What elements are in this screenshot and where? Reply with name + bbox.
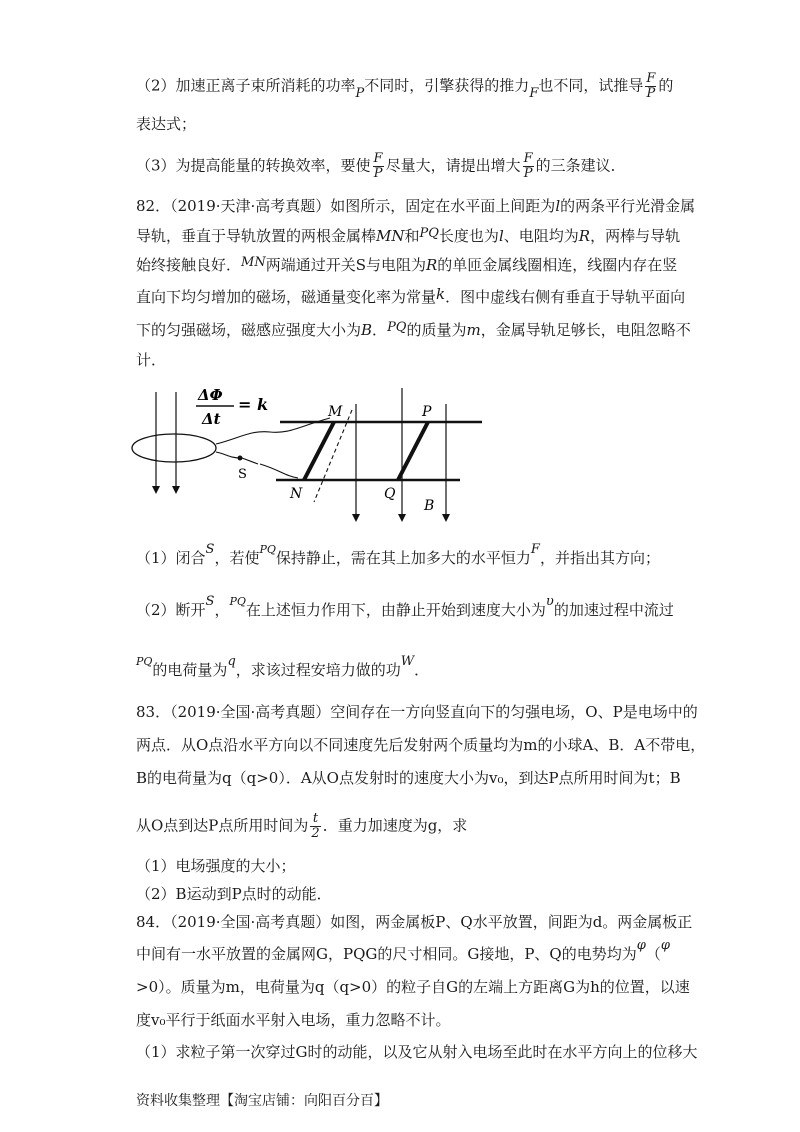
p81-q2-line1: （2）加速正离子束所消耗的功率P不同时，引擎获得的推力F也不同，试推导 $\frac{F}{P}$ 的: [136, 71, 674, 101]
circuit-figure: [130, 378, 490, 528]
label-P: P: [422, 404, 432, 420]
rod-MN: [304, 422, 334, 480]
p81-q3-line: （3）为提高能量的转换效率，要使 $\frac{F}{P}$ 尽量大，请提出增大 $\frac{F}{P}$ 的三条建议．: [136, 151, 626, 181]
fraction-F-over-P: $\frac{F}{P}$: [646, 71, 656, 101]
p82-line3: 始终接触良好．MN两端通过开关S与电阻为R的单匝金属线圈相连，线圈内存在竖: [136, 255, 678, 274]
p83-q1: （1）电场强度的大小；: [136, 857, 296, 875]
flux-denominator: Δt: [202, 410, 221, 428]
coil: [132, 434, 216, 462]
p82-line1: 82．（2019·天津·高考真题）如图所示，固定在水平面上间距为l的两条平行光滑金属: [136, 197, 696, 215]
switch-lever: [242, 458, 258, 464]
p82-line6: 计．: [136, 351, 167, 369]
label-Q: Q: [384, 486, 396, 502]
fraction-F-over-P: $\frac{F}{P}$: [373, 151, 383, 181]
switch-label: S: [238, 467, 247, 482]
switch-contact: [238, 456, 243, 461]
p82-line5: 下的匀强磁场，磁感应强度大小为B．PQ的质量为m，金属导轨足够长，电阻忽略不: [136, 320, 691, 339]
p84-line2: 中间有一水平放置的金属网G，PQG的尺寸相同。G接地，P、Q的电势均为φ（φ: [136, 938, 670, 963]
fraction-F-over-P: $\frac{F}{P}$: [523, 151, 533, 181]
p84-q1-line: （1）求粒子第一次穿过G时的动能，以及它从射入电场至此时在水平方向上的位移大: [136, 1043, 698, 1061]
p84-line4: 度v₀平行于纸面水平射入电场，重力忽略不计。: [136, 1011, 451, 1029]
p82-q1-line: （1）闭合S，若使$^{PQ}$保持静止，需在其上加多大的水平恒力F，并指出其方向；: [136, 542, 660, 567]
label-B: B: [424, 498, 435, 514]
p84-line3: >0）。质量为m，电荷量为q（q>0）的粒子自G的左端上方距离G为h的位置，以速: [136, 978, 690, 996]
flux-numerator: ΔΦ: [198, 386, 223, 404]
flux-equals-k: = k: [238, 395, 269, 414]
fraction-t-over-2: $\frac{t}{2}$: [311, 811, 320, 841]
p83-line1: 83．（2019·全国·高考真题）空间存在一方向竖直向下的匀强电场，O、P是电场中的: [136, 703, 698, 721]
page-footer: 资料收集整理【淘宝店铺：向阳百分百】: [136, 1093, 388, 1109]
p83-line2: 两点．从O点沿水平方向以不同速度先后发射两个质量均为m的小球A、B．A不带电，: [136, 736, 706, 754]
p83-line3: B的电荷量为q（q>0）．A从O点发射时的速度大小为v₀，到达P点所用时间为t；B: [136, 769, 681, 787]
label-M: M: [328, 404, 343, 420]
p82-line2: 导轨，垂直于导轨放置的两根金属棒MN和PQ长度也为l、电阻均为R，两棒与导轨: [136, 226, 681, 245]
p81-q2-line2: 表达式；: [136, 115, 197, 133]
p82-q2-line2: $^{PQ}$的电荷量为q，求该过程安培力做的功W．: [136, 654, 430, 679]
p83-q2: （2）B运动到P点时的动能．: [136, 885, 332, 903]
p82-line4: 直向下均匀增加的磁场，磁通量变化率为常量k．图中虚线右侧有垂直于导轨平面向: [136, 285, 686, 306]
p83-line4: 从O点到达P点所用时间为 $\frac{t}{2}$ ．重力加速度为g，求: [136, 811, 468, 841]
p84-line1: 84．（2019·全国·高考真题）如图，两金属板P、Q水平放置，间距为d。两金属板正: [136, 913, 693, 931]
label-N: N: [290, 486, 303, 502]
p82-q2-line1: （2）断开S，$^{PQ}$在上述恒力作用下，由静止开始到速度大小为υ的加速过程中流过: [136, 594, 674, 619]
